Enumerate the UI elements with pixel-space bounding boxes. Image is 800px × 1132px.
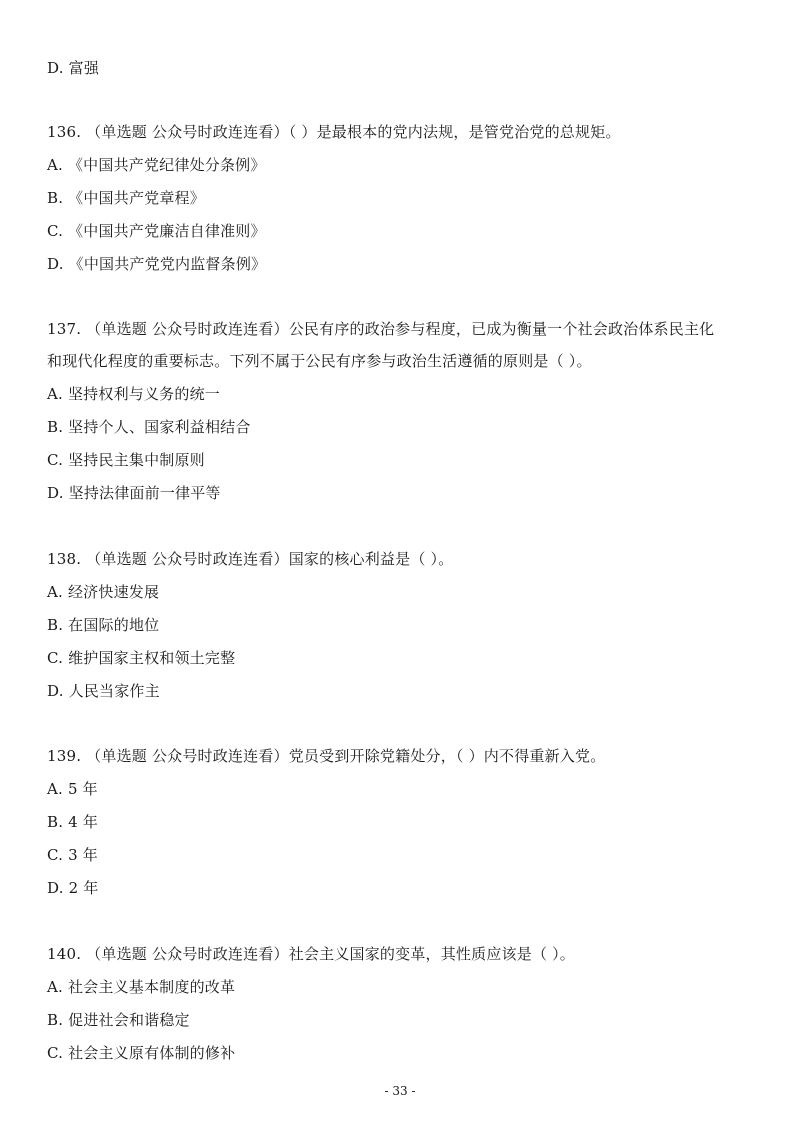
question-139-option-b: B. 4 年	[47, 813, 99, 831]
question-137-option-a: A. 坚持权利与义务的统一	[47, 385, 220, 403]
question-138-option-b: B. 在国际的地位	[47, 616, 160, 634]
question-137-option-d: D. 坚持法律面前一律平等	[47, 484, 221, 502]
question-139-option-d: D. 2 年	[47, 879, 99, 897]
question-140-option-c: C. 社会主义原有体制的修补	[47, 1044, 236, 1062]
page-number: - 33 -	[384, 1084, 416, 1098]
option-d-q135: D. 富强	[47, 59, 100, 77]
question-137-option-b: B. 坚持个人、国家利益相结合	[47, 418, 251, 436]
question-139-stem: 139. （单选题 公众号时政连连看）党员受到开除党籍处分，（ ）内不得重新入党。	[47, 747, 606, 765]
question-140-stem: 140. （单选题 公众号时政连连看）社会主义国家的变革，其性质应该是（ ）。	[47, 945, 576, 963]
question-139-option-a: A. 5 年	[47, 780, 98, 798]
question-136-option-d: D. 《中国共产党党内监督条例》	[47, 255, 267, 273]
question-137-option-c: C. 坚持民主集中制原则	[47, 451, 205, 469]
question-140-option-b: B. 促进社会和谐稳定	[47, 1011, 190, 1029]
question-138-option-c: C. 维护国家主权和领土完整	[47, 649, 236, 667]
question-138-option-d: D. 人民当家作主	[47, 682, 160, 700]
question-138-stem: 138. （单选题 公众号时政连连看）国家的核心利益是（ ）。	[47, 550, 454, 568]
question-136-stem: 136. （单选题 公众号时政连连看）（ ）是最根本的党内法规，是管党治党的总规矩。	[47, 123, 621, 141]
question-137-stem-line-1: 137. （单选题 公众号时政连连看）公民有序的政治参与程度，已成为衡量一个社会政治体系民主化	[47, 320, 715, 338]
question-136-option-c: C. 《中国共产党廉洁自律准则》	[47, 222, 266, 240]
question-139-option-c: C. 3 年	[47, 846, 98, 864]
question-140-option-a: A. 社会主义基本制度的改革	[47, 978, 236, 996]
question-137-stem-line-2: 和现代化程度的重要标志。下列不属于公民有序参与政治生活遵循的原则是（ ）。	[47, 352, 592, 370]
question-138-option-a: A. 经济快速发展	[47, 583, 160, 601]
question-136-option-a: A. 《中国共产党纪律处分条例》	[47, 156, 266, 174]
question-136-option-b: B. 《中国共产党章程》	[47, 189, 205, 207]
